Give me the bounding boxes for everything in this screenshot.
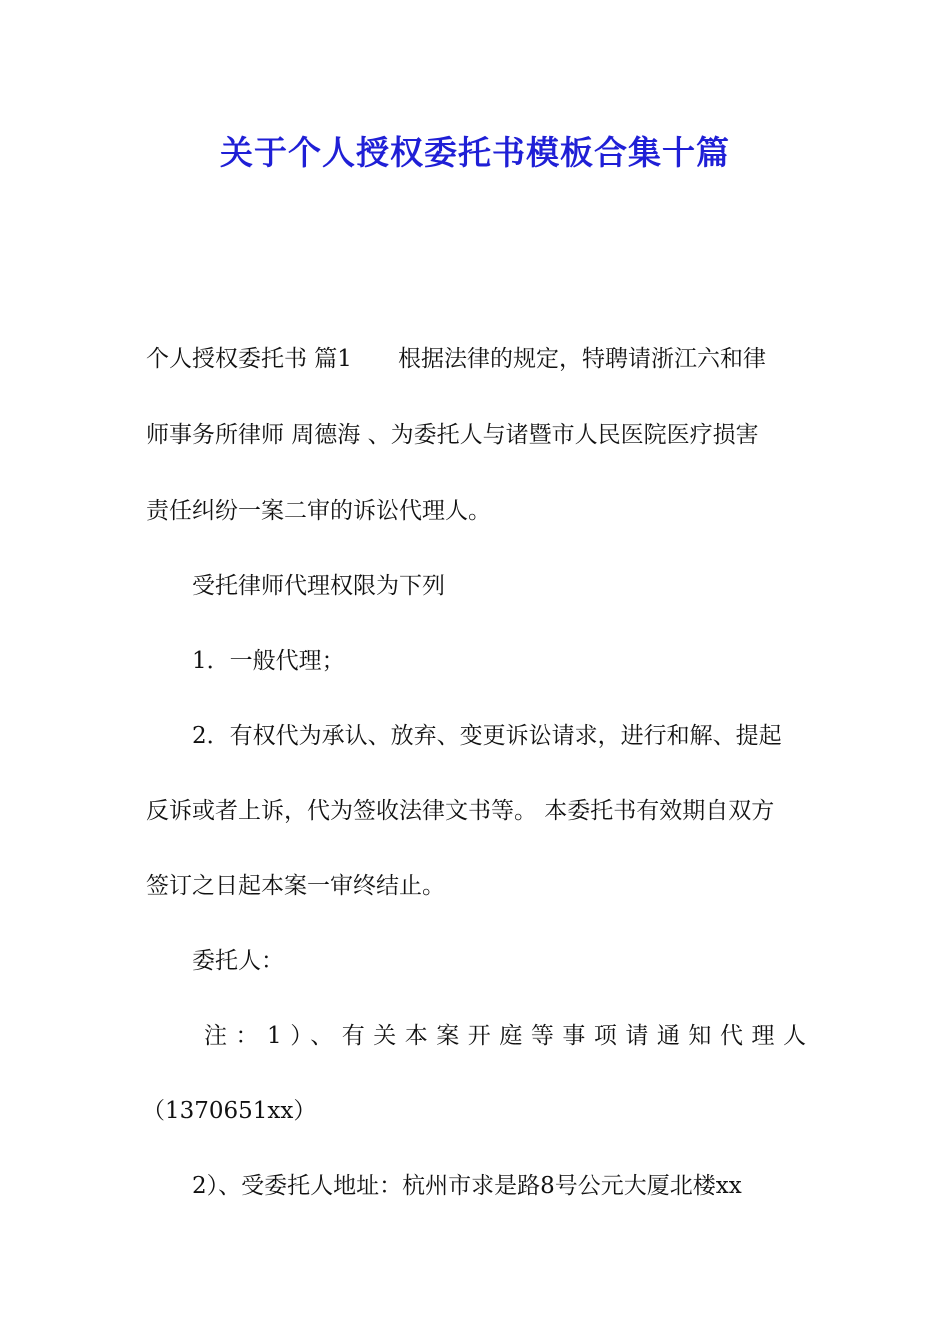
paragraph-3: 1．一般代理； xyxy=(192,648,345,674)
paragraph-5: 委托人： xyxy=(192,948,284,974)
paragraph-1-line-2: 师事务所律师 周德海 、为委托人与诸暨市人民医院医疗损害 xyxy=(146,422,759,448)
paragraph-7: 2）、受委托人地址：杭州市求是路8号公元大厦北楼xx xyxy=(192,1173,742,1199)
paragraph-4-line-2: 反诉或者上诉，代为签收法律文书等。 本委托书有效期自双方 xyxy=(146,798,775,824)
page-title: 关于个人授权委托书模板合集十篇 xyxy=(220,133,730,172)
paragraph-text: 根据法律的规定，特聘请浙江六和律 xyxy=(397,346,766,372)
section-heading: 个人授权委托书 篇1 xyxy=(146,346,352,372)
paragraph-2: 受托律师代理权限为下列 xyxy=(192,573,445,599)
paragraph-4-line-3: 签订之日起本案一审终结止。 xyxy=(146,873,445,899)
paragraph-4-line-1: 2．有权代为承认、放弃、变更诉讼请求，进行和解、提起 xyxy=(192,723,782,749)
paragraph-1-line-1 xyxy=(146,322,766,396)
paragraph-1-line-3: 责任纠纷一案二审的诉讼代理人。 xyxy=(146,498,491,524)
paragraph-6-line-1: 注：1）、有关本案开庭等事项请通知代理人 xyxy=(204,1023,806,1049)
paragraph-6-line-2: （1370651xx） xyxy=(142,1098,317,1124)
